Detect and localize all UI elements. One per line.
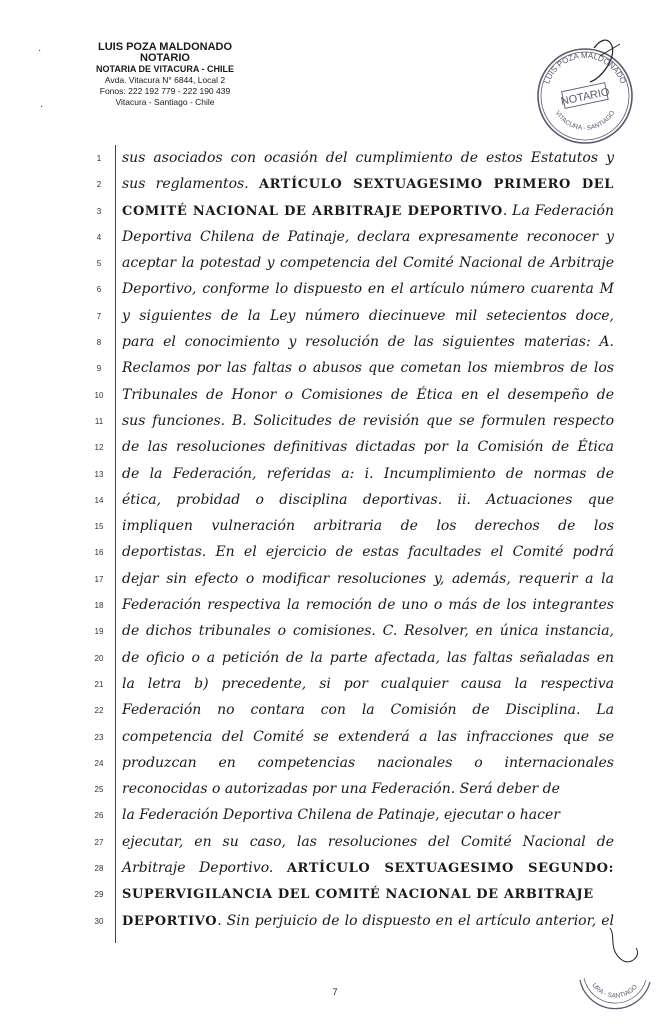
- line-text: [122, 150, 614, 166]
- notary-address: Avda. Vitacura N° 6844, Local 2: [104, 75, 226, 85]
- line-number: 11: [94, 416, 104, 426]
- seal-center-text: NOTARIO: [559, 85, 611, 108]
- line-number: 8: [96, 338, 102, 348]
- line-text: [122, 755, 614, 771]
- line-number: 5: [96, 259, 102, 269]
- text-line: [0, 805, 670, 831]
- text-line: [0, 227, 670, 253]
- page-number: 7: [332, 987, 338, 997]
- line-text: [122, 650, 614, 666]
- body-text-segment: deportistas. En el ejercicio de estas facultades el Comité podrá: [122, 544, 614, 561]
- text-line: [0, 621, 670, 647]
- text-line: [0, 385, 670, 411]
- line-number: 27: [94, 837, 104, 847]
- body-text-segment: para el conocimiento y resolución de las siguientes materias: A.: [122, 334, 614, 351]
- notary-phones: Fonos: 222 192 779 - 222 190 439: [99, 86, 231, 96]
- line-text: [122, 834, 614, 850]
- line-text: [122, 281, 614, 297]
- line-number: 25: [94, 785, 104, 795]
- body-text-segment: de dichos tribunales o comisiones. C. Resolver, en única instancia,: [122, 623, 614, 640]
- body-text-segment: aceptar la potestad y competencia del Comité Nacional de Arbitraje: [122, 255, 614, 272]
- line-text: [122, 308, 614, 324]
- scan-speck: ·: [38, 46, 42, 57]
- line-text: [122, 229, 614, 245]
- line-text: [122, 492, 614, 508]
- body-text-segment: produzcan en competencias nacionales o internacionales: [122, 754, 614, 771]
- seal-bottom-text: VITACURA - SANTIAGO: [553, 109, 617, 132]
- line-number: 9: [96, 364, 102, 374]
- line-text: [122, 623, 614, 639]
- line-text: [122, 886, 614, 902]
- body-text-segment: reconocidas o autorizadas por una Federación. Será deber de: [122, 781, 560, 798]
- text-line: [0, 884, 670, 910]
- body-text-segment: de las resoluciones definitivas dictadas por la Comisión de Ética: [122, 439, 614, 456]
- line-text: [122, 676, 614, 692]
- line-number: 10: [94, 390, 104, 400]
- text-line: [0, 595, 670, 621]
- text-line: [0, 490, 670, 516]
- document-body: [0, 148, 670, 937]
- line-number: 3: [96, 206, 102, 216]
- line-number: 23: [94, 732, 104, 742]
- text-line: [0, 779, 670, 805]
- body-text-segment: de oficio o a petición de la parte afectada, las faltas señaladas en: [122, 649, 614, 666]
- line-number: 20: [94, 653, 104, 663]
- line-text: [122, 597, 614, 613]
- line-number: 16: [94, 548, 104, 558]
- line-text: [122, 781, 614, 797]
- seal-top-text: LUIS POZA MALDONADO: [542, 50, 628, 85]
- line-text: [122, 807, 614, 823]
- text-line: [0, 858, 670, 884]
- body-text-segment: dejar sin efecto o modificar resoluciones y, además, requerir a la: [122, 570, 614, 587]
- text-line: [0, 569, 670, 595]
- body-text-segment: Deportiva Chilena de Patinaje, declara expresamente reconocer y: [122, 228, 614, 245]
- bold-heading-text: ARTÍCULO SEXTUAGESIMO SEGUNDO:: [286, 861, 614, 877]
- line-text: [122, 729, 614, 745]
- notary-letterhead: [60, 42, 270, 108]
- line-number: 14: [94, 495, 104, 505]
- body-text-segment: impliquen vulneración arbitraria de los derechos de los: [122, 518, 614, 535]
- text-line: [0, 306, 670, 332]
- text-line: [0, 174, 670, 200]
- text-line: [0, 411, 670, 437]
- notary-name: LUIS POZA MALDONADO: [97, 41, 233, 53]
- body-text-segment: Tribunales de Honor o Comisiones de Ética en el desempeño de: [122, 386, 614, 403]
- text-line: [0, 464, 670, 490]
- bold-heading-text: SUPERVIGILANCIA DEL COMITÉ NACIONAL DE ARBITRAJE: [122, 887, 594, 903]
- text-line: [0, 753, 670, 779]
- line-text: [122, 439, 614, 455]
- line-number: 4: [96, 232, 102, 242]
- line-number: 6: [96, 285, 102, 295]
- text-line: [0, 279, 670, 305]
- line-number: 17: [94, 574, 104, 584]
- line-number: 15: [94, 522, 104, 532]
- body-text-segment: Arbitraje Deportivo.: [122, 860, 287, 877]
- text-line: [0, 674, 670, 700]
- body-text-segment: de la Federación, referidas a: i. Incumplimiento de normas de: [122, 465, 614, 482]
- text-line: [0, 332, 670, 358]
- body-text-segment: sus funciones. B. Solicitudes de revisión que se formulen respecto: [122, 412, 614, 429]
- line-number: 2: [96, 180, 102, 190]
- line-number: 24: [94, 758, 104, 768]
- bold-heading-text: DEPORTIVO: [122, 913, 218, 929]
- line-text: [122, 518, 614, 534]
- line-number: 26: [94, 811, 104, 821]
- notary-office: NOTARIA DE VITACURA - CHILE: [96, 64, 234, 74]
- line-text: [122, 176, 614, 192]
- body-text-segment: la Federación Deportiva Chilena de Patinaje, ejecutar o hacer: [122, 807, 560, 824]
- seal-partial-text: URA - SANTIAGO: [590, 982, 639, 1000]
- text-line: [0, 516, 670, 542]
- text-line: [0, 437, 670, 463]
- line-text: [122, 203, 614, 219]
- bold-heading-text: COMITÉ NACIONAL DE ARBITRAJE DEPORTIVO: [122, 203, 503, 219]
- body-text-segment: . La Federación: [502, 202, 614, 219]
- text-line: [0, 148, 670, 174]
- text-line: [0, 201, 670, 227]
- body-text-segment: sus asociados con ocasión del cumplimiento de estos Estatutos y: [122, 150, 614, 166]
- line-number: 28: [94, 864, 104, 874]
- line-text: [122, 255, 614, 271]
- body-text-segment: . Sin perjuicio de lo dispuesto en el artículo anterior, el: [217, 912, 614, 929]
- line-number: 1: [96, 154, 102, 163]
- body-text-segment: la letra b) precedente, si por cualquier causa la respectiva: [122, 675, 614, 692]
- line-number: 19: [94, 627, 104, 637]
- text-line: [0, 542, 670, 568]
- notary-seal-stamp: [530, 38, 640, 148]
- text-line: [0, 832, 670, 858]
- line-text: [122, 466, 614, 482]
- body-text-segment: competencia del Comité se extenderá a las infracciones que se: [122, 728, 614, 745]
- body-text-segment: y siguientes de la Ley número diecinueve mil setecientos doce,: [122, 307, 614, 324]
- line-number: 18: [94, 601, 104, 611]
- body-text-segment: ejecutar, en su caso, las resoluciones del Comité Nacional de: [122, 833, 614, 850]
- line-text: [122, 860, 614, 876]
- body-text-segment: sus reglamentos.: [122, 176, 259, 193]
- line-text: [122, 544, 614, 560]
- line-number: 30: [94, 916, 104, 926]
- line-number: 13: [94, 469, 104, 479]
- text-line: [0, 648, 670, 674]
- bold-heading-text: ARTÍCULO SEXTUAGESIMO PRIMERO DEL: [258, 177, 614, 193]
- body-text-segment: ética, probidad o disciplina deportivas. ii. Actuaciones que: [122, 491, 614, 508]
- scan-speck: ·: [40, 102, 44, 113]
- text-line: [0, 358, 670, 384]
- line-number: 21: [94, 679, 104, 689]
- text-line: [0, 253, 670, 279]
- body-text-segment: Federación respectiva la remoción de uno o más de los integrantes: [122, 597, 614, 614]
- body-text-segment: Deportivo, conforme lo dispuesto en el artículo número cuarenta M: [122, 281, 614, 298]
- line-text: [122, 413, 614, 429]
- line-number: 22: [94, 706, 104, 716]
- line-text: [122, 334, 614, 350]
- notary-city: Vitacura - Santiago - Chile: [115, 97, 215, 107]
- body-text-segment: Reclamos por las faltas o abusos que cometan los miembros de los: [122, 360, 614, 377]
- line-text: [122, 387, 614, 403]
- text-line: [0, 727, 670, 753]
- line-number: 29: [94, 890, 104, 900]
- text-line: [0, 700, 670, 726]
- line-text: [122, 571, 614, 587]
- line-number: 12: [94, 443, 104, 453]
- line-text: [122, 360, 614, 376]
- line-number: 7: [96, 311, 102, 321]
- body-text-segment: Federación no contara con la Comisión de Disciplina. La: [122, 702, 614, 719]
- line-text: [122, 913, 614, 929]
- notary-role: NOTARIO: [140, 52, 190, 64]
- line-text: [122, 702, 614, 718]
